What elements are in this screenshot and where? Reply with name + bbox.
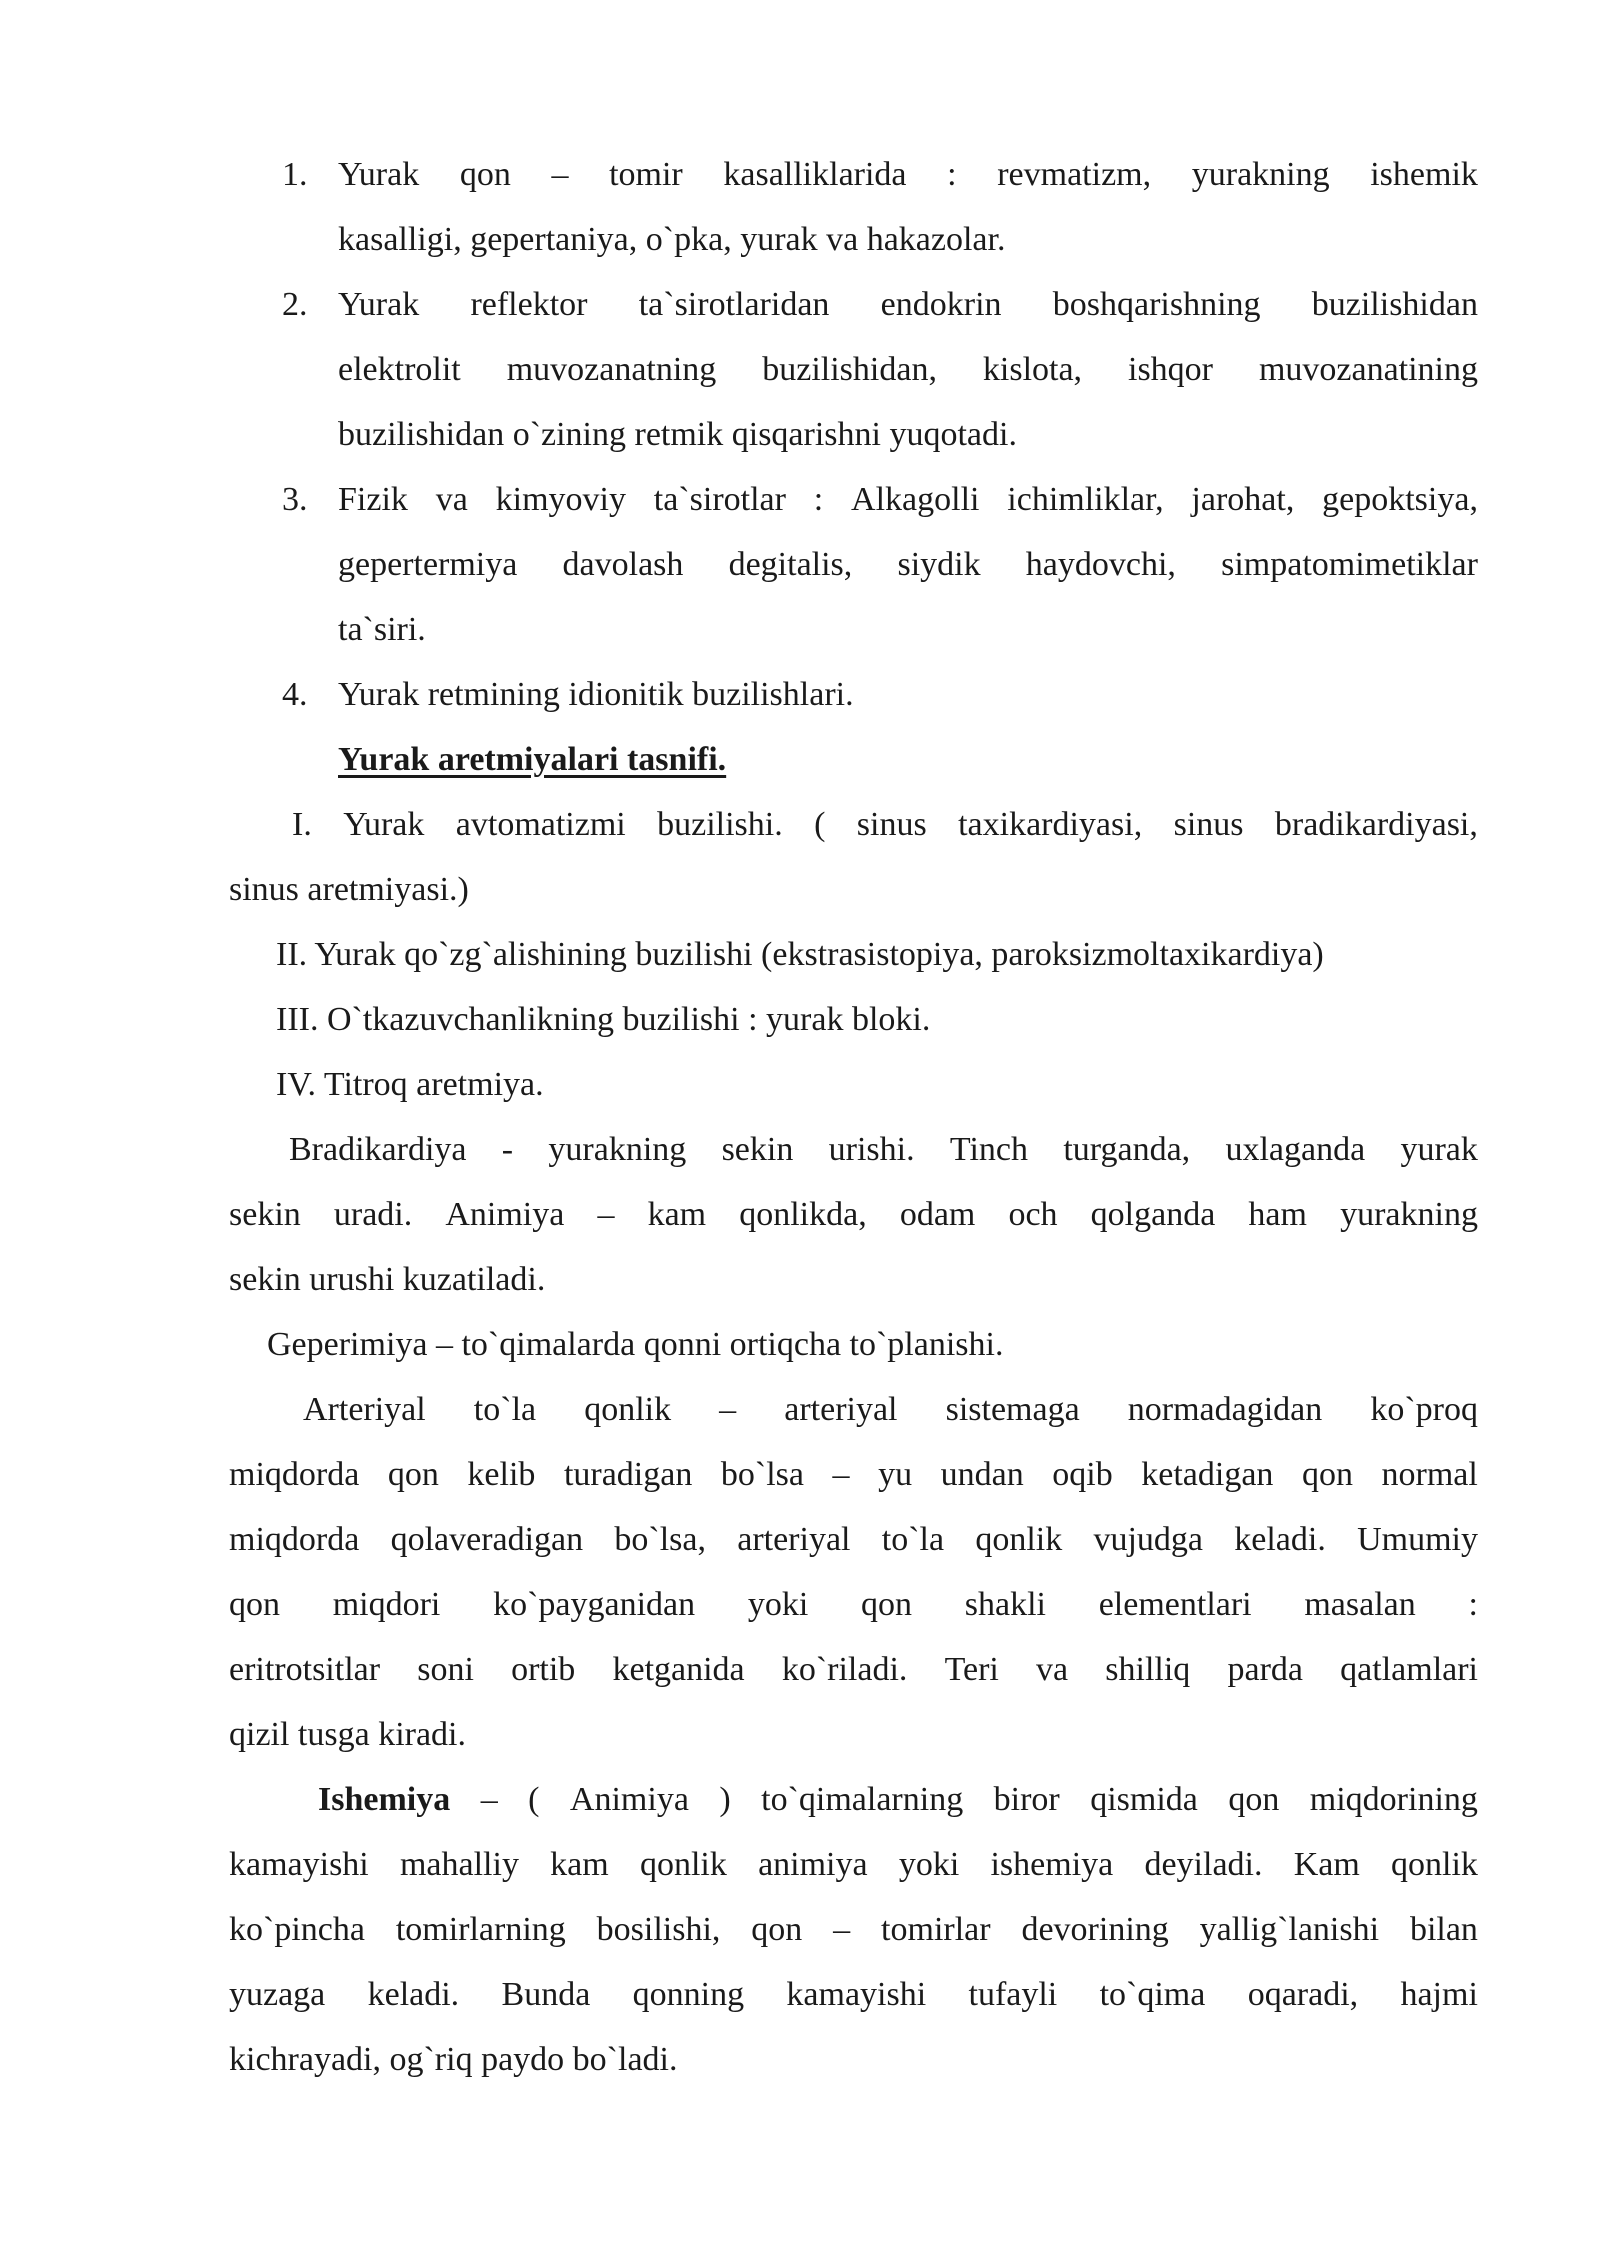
ishemiya-line-1 xyxy=(318,1783,1478,1817)
word: ( xyxy=(814,806,826,843)
word: buzilishidan xyxy=(1311,286,1478,323)
section-heading: Yurak aretmiyalari tasnifi. xyxy=(338,741,727,778)
word: soni xyxy=(417,1651,474,1688)
word: kamayishi xyxy=(786,1976,927,2013)
word: arteriyal xyxy=(737,1521,851,1558)
word: sinus xyxy=(1173,806,1244,843)
word: eritrotsitlar xyxy=(229,1651,381,1688)
word: – xyxy=(551,156,569,193)
word: haydovchi, xyxy=(1025,546,1176,583)
word: masalan xyxy=(1304,1586,1416,1623)
word: Teri xyxy=(944,1651,999,1688)
classification-iv: IV. Titroq aretmiya. xyxy=(276,1066,544,1103)
list-item-2-line-3: buzilishidan o`zining retmik qisqarishni yuqotadi. xyxy=(338,416,1017,453)
word: ko`payganidan xyxy=(493,1586,696,1623)
word: Bunda xyxy=(501,1976,591,2013)
word: qismida xyxy=(1090,1781,1198,1818)
word: reflektor xyxy=(470,286,588,323)
word: degitalis, xyxy=(728,546,853,583)
word: Kam xyxy=(1293,1846,1360,1883)
word: to`la xyxy=(473,1391,537,1428)
word: buzilishi. xyxy=(657,806,783,843)
word: ( xyxy=(528,1781,540,1818)
arterial-line-4 xyxy=(229,1588,1478,1622)
word: siydik xyxy=(897,546,981,583)
bradikardiya-line-1 xyxy=(289,1133,1478,1167)
word: kamayishi xyxy=(229,1846,369,1883)
list-item-3-line-1 xyxy=(338,483,1478,517)
arterial-line-6: qizil tusga kiradi. xyxy=(229,1716,467,1753)
word: sekin xyxy=(229,1196,301,1233)
word: Animiya xyxy=(445,1196,565,1233)
word: vujudga xyxy=(1093,1521,1204,1558)
word: yurak xyxy=(1400,1131,1478,1168)
word: devorining xyxy=(1021,1911,1169,1948)
ishemiya-line-5: kichrayadi, og`riq paydo bo`ladi. xyxy=(229,2041,678,2078)
word: endokrin xyxy=(880,286,1002,323)
classification-ii: II. Yurak qo`zg`alishining buzilishi (ekstrasistopiya, paroksizmoltaxikardiya) xyxy=(276,936,1324,973)
bradikardiya-line-3: sekin urushi kuzatiladi. xyxy=(229,1261,546,1298)
word: kislota, xyxy=(982,351,1083,388)
word: taxikardiyasi, xyxy=(958,806,1143,843)
word: hajmi xyxy=(1400,1976,1478,2013)
word: yu xyxy=(878,1456,913,1493)
word: – xyxy=(833,1911,851,1948)
word: ichimliklar, xyxy=(1007,481,1164,518)
word: Alkagolli xyxy=(851,481,980,518)
word: muvozanatining xyxy=(1258,351,1478,388)
word: sinus xyxy=(856,806,927,843)
word: ortib xyxy=(511,1651,576,1688)
word: deyiladi. xyxy=(1144,1846,1263,1883)
list-item-1-line-1 xyxy=(338,158,1478,192)
word: bilan xyxy=(1409,1911,1478,1948)
word: qolaveradigan xyxy=(390,1521,584,1558)
arterial-line-5 xyxy=(229,1653,1478,1687)
word: gepoktsiya, xyxy=(1322,481,1478,518)
word: keladi. xyxy=(1234,1521,1326,1558)
word: bosilishi, xyxy=(596,1911,721,1948)
list-item-3-line-3: ta`siri. xyxy=(338,611,426,648)
word: Yurak xyxy=(338,156,420,193)
word: uxlaganda xyxy=(1225,1131,1366,1168)
word: jarohat, xyxy=(1191,481,1295,518)
word: elementlari xyxy=(1098,1586,1252,1623)
word: yuzaga xyxy=(229,1976,326,2013)
word: qon xyxy=(861,1586,913,1623)
word: urishi. xyxy=(828,1131,915,1168)
word: undan xyxy=(940,1456,1024,1493)
word: qon xyxy=(229,1586,280,1623)
word: kimyoviy xyxy=(495,481,626,518)
word: biror xyxy=(993,1781,1060,1818)
word: va xyxy=(435,481,468,518)
word: miqdorda xyxy=(229,1456,360,1493)
word: och xyxy=(1008,1196,1058,1233)
word: parda xyxy=(1227,1651,1303,1688)
list-item-2-line-1 xyxy=(338,288,1478,322)
word: qonning xyxy=(632,1976,745,2013)
word: tomir xyxy=(609,156,683,193)
word: ketadigan xyxy=(1141,1456,1274,1493)
bradikardiya-line-2 xyxy=(229,1198,1478,1232)
word: qatlamlari xyxy=(1340,1651,1478,1688)
word: – xyxy=(719,1391,737,1428)
word: ishemiya xyxy=(990,1846,1114,1883)
word: I. xyxy=(292,806,312,843)
classification-iii: III. O`tkazuvchanlikning buzilishi : yurak bloki. xyxy=(276,1001,931,1038)
word: to`qima xyxy=(1099,1976,1206,2013)
word: miqdorda xyxy=(229,1521,360,1558)
word: bo`lsa, xyxy=(614,1521,706,1558)
word: yurakning xyxy=(1191,156,1330,193)
geperimiya-paragraph: Geperimiya – to`qimalarda qonni ortiqcha to`planishi. xyxy=(267,1326,1004,1363)
classification-i-line-1 xyxy=(292,808,1478,842)
word: qon xyxy=(387,1456,439,1493)
word: sistemaga xyxy=(945,1391,1080,1428)
word: revmatizm, xyxy=(997,156,1152,193)
word: ketganida xyxy=(612,1651,745,1688)
list-number: 3. xyxy=(282,481,308,518)
word: bradikardiyasi, xyxy=(1274,806,1478,843)
word: ta`sirotlar xyxy=(653,481,786,518)
word: qon xyxy=(751,1911,803,1948)
word: miqdorining xyxy=(1309,1781,1478,1818)
word: miqdori xyxy=(332,1586,441,1623)
ishemiya-term: Ishemiya xyxy=(318,1781,451,1818)
list-item-3-line-2 xyxy=(338,548,1478,582)
list-number: 1. xyxy=(282,156,308,193)
ishemiya-line-4 xyxy=(229,1978,1478,2012)
ishemiya-line-2 xyxy=(229,1848,1478,1882)
word: bo`lsa xyxy=(720,1456,804,1493)
word: kam xyxy=(550,1846,609,1883)
word: yallig`lanishi xyxy=(1199,1911,1380,1948)
classification-i-line-2: sinus aretmiyasi.) xyxy=(229,871,469,908)
arterial-line-2 xyxy=(229,1458,1478,1492)
word: ham xyxy=(1248,1196,1307,1233)
word: sekin xyxy=(721,1131,794,1168)
word: qon xyxy=(1228,1781,1280,1818)
list-item-1-line-2: kasalligi, gepertaniya, o`pka, yurak va hakazolar. xyxy=(338,221,1006,258)
word: qon xyxy=(459,156,511,193)
word: ishemik xyxy=(1370,156,1478,193)
list-item-4-line-1: Yurak retmining idionitik buzilishlari. xyxy=(338,676,854,713)
word: arteriyal xyxy=(784,1391,898,1428)
word: mahalliy xyxy=(399,1846,519,1883)
word: kelib xyxy=(467,1456,536,1493)
list-item-2-line-2 xyxy=(338,353,1478,387)
word: uradi. xyxy=(333,1196,413,1233)
word: Fizik xyxy=(338,481,408,518)
word: tomirlar xyxy=(881,1911,991,1948)
word: simpatomimetiklar xyxy=(1221,546,1478,583)
word: turganda, xyxy=(1063,1131,1191,1168)
word: boshqarishning xyxy=(1052,286,1261,323)
arterial-line-3 xyxy=(229,1523,1478,1557)
word: : xyxy=(813,481,824,518)
word: va xyxy=(1036,1651,1069,1688)
word: : xyxy=(947,156,957,193)
word: qon xyxy=(1301,1456,1353,1493)
list-number: 2. xyxy=(282,286,308,323)
word: ko`proq xyxy=(1370,1391,1478,1428)
word: tomirlarning xyxy=(395,1911,566,1948)
word: gepertermiya xyxy=(338,546,518,583)
word: elektrolit xyxy=(338,351,461,388)
word: – xyxy=(832,1456,850,1493)
word: kasalliklarida xyxy=(723,156,907,193)
word: yurakning xyxy=(548,1131,687,1168)
word: shilliq xyxy=(1105,1651,1191,1688)
word: buzilishidan, xyxy=(762,351,937,388)
word: odam xyxy=(899,1196,976,1233)
word: - xyxy=(501,1131,514,1168)
word: Tinch xyxy=(949,1131,1029,1168)
word: normal xyxy=(1381,1456,1478,1493)
word: ishqor xyxy=(1128,351,1213,388)
word: qolganda xyxy=(1090,1196,1216,1233)
word: yoki xyxy=(747,1586,809,1623)
word: Animiya xyxy=(569,1781,689,1818)
word: oqaradi, xyxy=(1247,1976,1359,2013)
word: qonlik xyxy=(1391,1846,1478,1883)
list-number: 4. xyxy=(282,676,308,713)
word: Umumiy xyxy=(1357,1521,1478,1558)
word: yoki xyxy=(898,1846,960,1883)
word: Arteriyal xyxy=(303,1391,426,1428)
word: shakli xyxy=(964,1586,1046,1623)
word: davolash xyxy=(562,546,684,583)
word: avtomatizmi xyxy=(455,806,626,843)
arterial-line-1 xyxy=(303,1393,1478,1427)
word: turadigan xyxy=(563,1456,693,1493)
word: – xyxy=(480,1781,498,1818)
word: muvozanatning xyxy=(506,351,717,388)
word: ko`pincha xyxy=(229,1911,365,1948)
word: yurakning xyxy=(1340,1196,1478,1233)
word: – xyxy=(597,1196,615,1233)
word: to`qimalarning xyxy=(761,1781,964,1818)
word: keladi. xyxy=(367,1976,460,2013)
word: qonlikda, xyxy=(739,1196,867,1233)
word: qonlik xyxy=(639,1846,727,1883)
word: animiya xyxy=(758,1846,868,1883)
word: ) xyxy=(719,1781,731,1818)
word: Bradikardiya xyxy=(289,1131,467,1168)
word: to`la xyxy=(881,1521,945,1558)
word: qonlik xyxy=(584,1391,672,1428)
word: Yurak xyxy=(343,806,425,843)
word: ta`sirotlaridan xyxy=(638,286,830,323)
word: qonlik xyxy=(975,1521,1063,1558)
word: Yurak xyxy=(338,286,420,323)
word: normadagidan xyxy=(1127,1391,1323,1428)
word: ko`riladi. xyxy=(781,1651,908,1688)
word: oqib xyxy=(1052,1456,1113,1493)
word: kam xyxy=(647,1196,707,1233)
word: tufayli xyxy=(968,1976,1058,2013)
word: : xyxy=(1468,1586,1478,1623)
ishemiya-line-3 xyxy=(229,1913,1478,1947)
